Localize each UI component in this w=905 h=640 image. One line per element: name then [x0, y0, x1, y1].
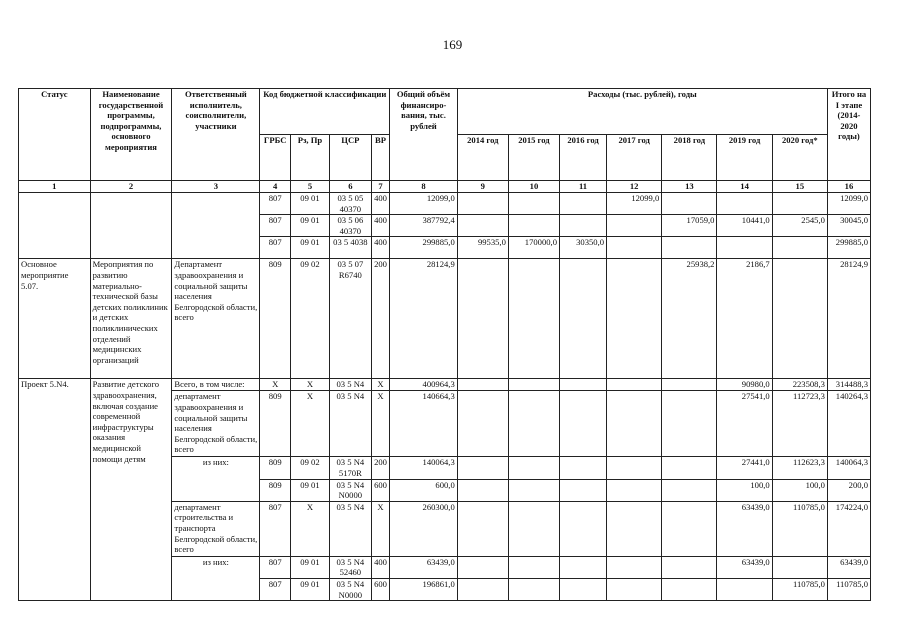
y2020-cell	[772, 259, 827, 379]
total-cell: 260300,0	[390, 501, 458, 556]
y2019-cell	[717, 578, 772, 600]
header-executor: Ответственный исполнитель, соисполнители, участники	[172, 89, 260, 181]
total-cell: 12099,0	[390, 193, 458, 215]
header-2017: 2017 год	[607, 135, 662, 181]
y2018-cell	[662, 578, 717, 600]
y2017-cell	[607, 259, 662, 379]
col-number: 12	[607, 181, 662, 193]
grbs-cell: 807	[260, 193, 291, 215]
y2016-cell	[560, 379, 607, 391]
y2017-cell	[607, 391, 662, 457]
grbs-cell: 807	[260, 237, 291, 259]
y2014-cell	[457, 259, 508, 379]
y2019-cell: 27441,0	[717, 457, 772, 479]
y2018-cell	[662, 379, 717, 391]
y2020-cell	[772, 556, 827, 578]
y2016-cell	[560, 259, 607, 379]
grbs-cell: 807	[260, 215, 291, 237]
total-cell: 140064,3	[390, 457, 458, 479]
y2017-cell	[607, 457, 662, 479]
rzpr-cell: Х	[291, 379, 330, 391]
y2014-cell	[457, 501, 508, 556]
total-cell: 600,0	[390, 479, 458, 501]
y2018-cell	[662, 501, 717, 556]
itogo-cell: 63439,0	[827, 556, 870, 578]
csr-cell: 03 5 N4	[329, 391, 371, 457]
col-number: 9	[457, 181, 508, 193]
rzpr-cell: Х	[291, 391, 330, 457]
budget-table	[18, 88, 871, 601]
csr-cell: 03 5 N4 5170R	[329, 457, 371, 479]
header-2018: 2018 год	[662, 135, 717, 181]
vr-cell: 400	[371, 215, 389, 237]
y2015-cell	[508, 215, 559, 237]
y2014-cell	[457, 479, 508, 501]
y2018-cell: 25938,2	[662, 259, 717, 379]
executor-cell: департамент строительства и транспорта Белгородской области, всего	[172, 501, 260, 556]
y2016-cell	[560, 501, 607, 556]
y2014-cell: 99535,0	[457, 237, 508, 259]
total-cell: 400964,3	[390, 379, 458, 391]
y2020-cell: 2545,0	[772, 215, 827, 237]
y2014-cell	[457, 215, 508, 237]
y2016-cell	[560, 479, 607, 501]
y2016-cell: 30350,0	[560, 237, 607, 259]
y2015-cell	[508, 479, 559, 501]
y2014-cell	[457, 193, 508, 215]
y2018-cell	[662, 237, 717, 259]
table-row	[19, 259, 871, 379]
header-vr: ВР	[371, 135, 389, 181]
csr-cell: 03 5 N4 52460	[329, 556, 371, 578]
table-row	[19, 193, 871, 215]
vr-cell: Х	[371, 501, 389, 556]
grbs-cell: 809	[260, 259, 291, 379]
y2015-cell	[508, 193, 559, 215]
csr-cell: 03 5 N4 N0000	[329, 479, 371, 501]
y2019-cell: 63439,0	[717, 556, 772, 578]
header-status: Статус	[19, 89, 91, 181]
vr-cell: 600	[371, 578, 389, 600]
y2014-cell	[457, 457, 508, 479]
vr-cell: 400	[371, 556, 389, 578]
y2020-cell: 223508,3	[772, 379, 827, 391]
vr-cell: Х	[371, 391, 389, 457]
y2020-cell: 110785,0	[772, 501, 827, 556]
y2017-cell	[607, 578, 662, 600]
y2019-cell	[717, 193, 772, 215]
y2015-cell	[508, 391, 559, 457]
vr-cell: 200	[371, 457, 389, 479]
rzpr-cell: Х	[291, 501, 330, 556]
col-number: 15	[772, 181, 827, 193]
header-total: Общий объём финансиро-вания, тыс. рублей	[390, 89, 458, 181]
col-number: 10	[508, 181, 559, 193]
y2015-cell	[508, 501, 559, 556]
y2019-cell: 63439,0	[717, 501, 772, 556]
status-cell: Основное мероприятие 5.07.	[19, 259, 91, 379]
vr-cell: Х	[371, 379, 389, 391]
itogo-cell: 200,0	[827, 479, 870, 501]
y2016-cell	[560, 556, 607, 578]
grbs-cell: 807	[260, 556, 291, 578]
col-number: 2	[90, 181, 172, 193]
y2019-cell: 27541,0	[717, 391, 772, 457]
csr-cell: 03 5 07 R6740	[329, 259, 371, 379]
y2017-cell	[607, 479, 662, 501]
y2016-cell	[560, 215, 607, 237]
col-number: 5	[291, 181, 330, 193]
y2018-cell: 17059,0	[662, 215, 717, 237]
y2019-cell: 2186,7	[717, 259, 772, 379]
total-cell: 28124,9	[390, 259, 458, 379]
csr-cell: 03 5 4038	[329, 237, 371, 259]
y2019-cell: 100,0	[717, 479, 772, 501]
executor-cell: департамент здравоохранения и социальной защиты населения Белгородской области, всего	[172, 391, 260, 457]
y2017-cell	[607, 501, 662, 556]
total-cell: 140664,3	[390, 391, 458, 457]
y2018-cell	[662, 479, 717, 501]
itogo-cell: 299885,0	[827, 237, 870, 259]
table-row	[19, 379, 871, 391]
name-cell: Мероприятия по развитию материально-технической базы детских поликлиник и детских поликлинических отделений медицинских организаций	[90, 259, 172, 379]
col-number: 3	[172, 181, 260, 193]
y2017-cell	[607, 237, 662, 259]
y2015-cell	[508, 457, 559, 479]
executor-cell: Всего, в том числе:	[172, 379, 260, 391]
header-2019: 2019 год	[717, 135, 772, 181]
y2015-cell	[508, 259, 559, 379]
y2018-cell	[662, 193, 717, 215]
y2014-cell	[457, 391, 508, 457]
col-number: 16	[827, 181, 870, 193]
vr-cell: 400	[371, 237, 389, 259]
col-number: 14	[717, 181, 772, 193]
y2020-cell: 110785,0	[772, 578, 827, 600]
header-itogo: Итого на I этапе (2014-2020 годы)	[827, 89, 870, 181]
itogo-cell: 140064,3	[827, 457, 870, 479]
y2019-cell: 10441,0	[717, 215, 772, 237]
y2016-cell	[560, 578, 607, 600]
rzpr-cell: 09 01	[291, 237, 330, 259]
total-cell: 63439,0	[390, 556, 458, 578]
itogo-cell: 314488,3	[827, 379, 870, 391]
status-cell: Проект 5.N4.	[19, 379, 91, 601]
y2020-cell: 112723,3	[772, 391, 827, 457]
rzpr-cell: 09 02	[291, 259, 330, 379]
header-grbs: ГРБС	[260, 135, 291, 181]
total-cell: 196861,0	[390, 578, 458, 600]
header-rzpr: Рз, Пр	[291, 135, 330, 181]
y2017-cell	[607, 556, 662, 578]
col-number: 11	[560, 181, 607, 193]
rzpr-cell: 09 01	[291, 578, 330, 600]
y2016-cell	[560, 391, 607, 457]
rzpr-cell: 09 01	[291, 479, 330, 501]
y2018-cell	[662, 457, 717, 479]
y2020-cell	[772, 237, 827, 259]
header-2020: 2020 год*	[772, 135, 827, 181]
y2016-cell	[560, 193, 607, 215]
executor-cell: Департамент здравоохранения и социальной защиты населения Белгородской области, всего	[172, 259, 260, 379]
header-budget-code: Код бюджетной классификации	[260, 89, 390, 135]
y2020-cell	[772, 193, 827, 215]
grbs-cell: Х	[260, 379, 291, 391]
csr-cell: 03 5 05 40370	[329, 193, 371, 215]
y2014-cell	[457, 578, 508, 600]
y2020-cell: 100,0	[772, 479, 827, 501]
header-2015: 2015 год	[508, 135, 559, 181]
vr-cell: 400	[371, 193, 389, 215]
header-expenses: Расходы (тыс. рублей), годы	[457, 89, 827, 135]
col-number: 13	[662, 181, 717, 193]
y2020-cell: 112623,3	[772, 457, 827, 479]
csr-cell: 03 5 N4	[329, 501, 371, 556]
name-cell: Развитие детского здравоохранения, включая создание современной инфраструктуры оказания медицинской помощи детям	[90, 379, 172, 601]
itogo-cell: 110785,0	[827, 578, 870, 600]
itogo-cell: 30045,0	[827, 215, 870, 237]
itogo-cell: 12099,0	[827, 193, 870, 215]
y2017-cell	[607, 215, 662, 237]
itogo-cell: 28124,9	[827, 259, 870, 379]
y2015-cell: 170000,0	[508, 237, 559, 259]
y2017-cell	[607, 379, 662, 391]
y2017-cell: 12099,0	[607, 193, 662, 215]
y2015-cell	[508, 379, 559, 391]
grbs-cell: 807	[260, 578, 291, 600]
y2018-cell	[662, 391, 717, 457]
rzpr-cell: 09 02	[291, 457, 330, 479]
y2016-cell	[560, 457, 607, 479]
vr-cell: 200	[371, 259, 389, 379]
col-number: 8	[390, 181, 458, 193]
csr-cell: 03 5 06 40370	[329, 215, 371, 237]
col-number: 7	[371, 181, 389, 193]
vr-cell: 600	[371, 479, 389, 501]
grbs-cell: 809	[260, 479, 291, 501]
header-2014: 2014 год	[457, 135, 508, 181]
rzpr-cell: 09 01	[291, 193, 330, 215]
rzpr-cell: 09 01	[291, 556, 330, 578]
y2014-cell	[457, 379, 508, 391]
y2015-cell	[508, 578, 559, 600]
total-cell: 299885,0	[390, 237, 458, 259]
executor-cell: из них:	[172, 556, 260, 600]
grbs-cell: 809	[260, 391, 291, 457]
itogo-cell: 140264,3	[827, 391, 870, 457]
csr-cell: 03 5 N4 N0000	[329, 578, 371, 600]
csr-cell: 03 5 N4	[329, 379, 371, 391]
status-cell	[19, 193, 91, 259]
rzpr-cell: 09 01	[291, 215, 330, 237]
col-number: 4	[260, 181, 291, 193]
name-cell	[90, 193, 172, 259]
total-cell: 387792,4	[390, 215, 458, 237]
y2019-cell: 90980,0	[717, 379, 772, 391]
grbs-cell: 809	[260, 457, 291, 479]
header-name: Наименование государственной программы, подпрограммы, основного мероприятия	[90, 89, 172, 181]
y2015-cell	[508, 556, 559, 578]
y2014-cell	[457, 556, 508, 578]
page-number: 169	[442, 37, 463, 52]
col-number: 6	[329, 181, 371, 193]
header-csr: ЦСР	[329, 135, 371, 181]
itogo-cell: 174224,0	[827, 501, 870, 556]
y2018-cell	[662, 556, 717, 578]
header-2016: 2016 год	[560, 135, 607, 181]
executor-cell: из них:	[172, 457, 260, 501]
col-number: 1	[19, 181, 91, 193]
y2019-cell	[717, 237, 772, 259]
executor-cell	[172, 193, 260, 259]
grbs-cell: 807	[260, 501, 291, 556]
